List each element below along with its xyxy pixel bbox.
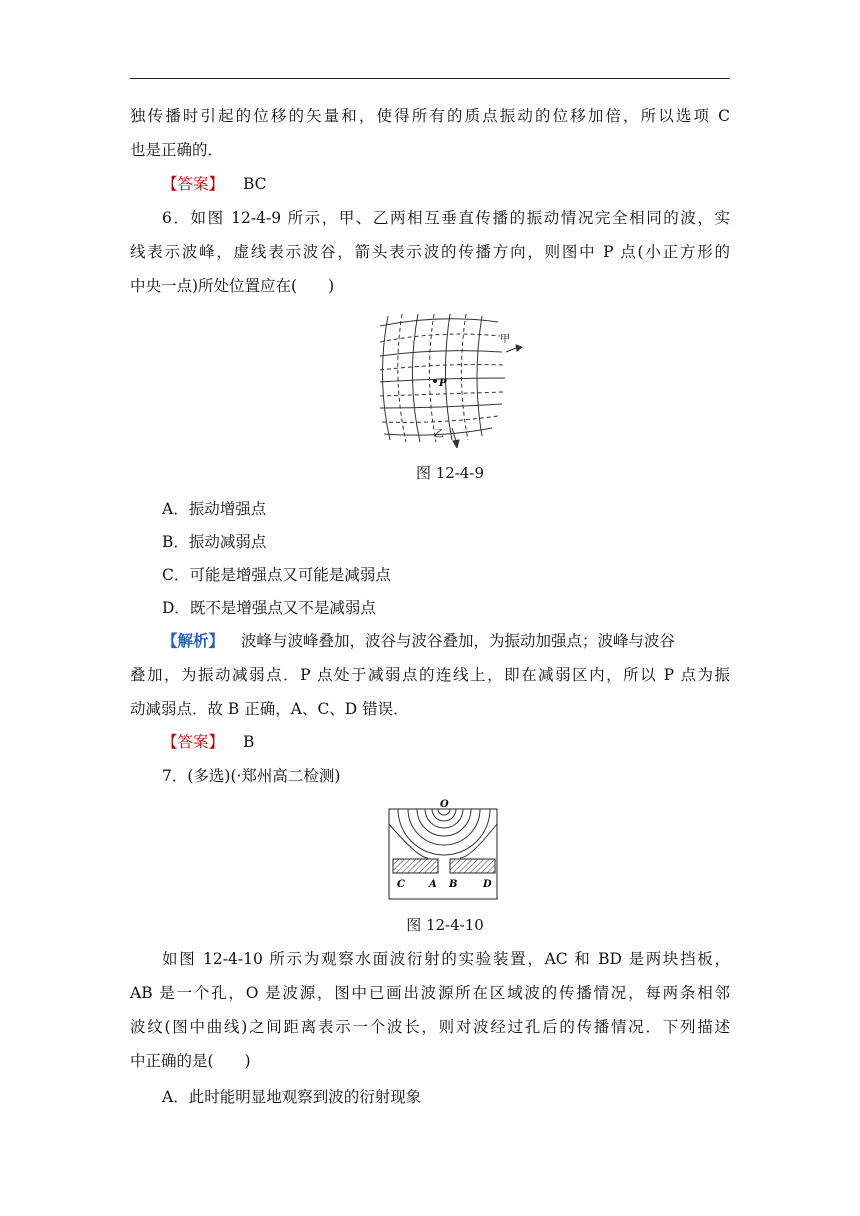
diffraction-setup-figure: [388, 796, 500, 900]
question-7-head: 7．(多选)(·郑州高二检测): [162, 767, 341, 785]
analysis-text: 波峰与波峰叠加，波谷与波谷叠加，为振动加强点；波峰与波谷: [240, 632, 675, 650]
answer-row: [162, 732, 730, 752]
source-o-label: O: [440, 799, 449, 810]
option-a: A．振动增强点: [162, 500, 267, 518]
analysis-line: 叠加，为振动减弱点．P 点处于减弱点的连线上，即在减弱区内，所以 P 点为振: [130, 666, 730, 684]
label-b: B: [449, 879, 458, 890]
question-7-line: AB 是一个孔，O 是波源，图中已画出波源所在区域波的传播情况，每两条相邻: [130, 984, 730, 1002]
wave-yi-label: 乙: [434, 429, 444, 440]
label-a: A: [429, 879, 437, 890]
answer-row: [162, 174, 730, 194]
header-rule: [130, 78, 730, 79]
analysis-row: [162, 631, 730, 651]
question-7-line: 如图 12-4-10 所示为观察水面波衍射的实验装置，AC 和 BD 是两块挡板，: [162, 950, 730, 968]
analysis-line: 动减弱点．故 B 正确，A、C、D 错误．: [130, 700, 409, 718]
wave-jia-label: 甲: [500, 334, 510, 345]
figure-caption: 图 12-4-9: [415, 464, 485, 482]
option-b: B．振动减弱点: [162, 533, 267, 551]
answer-tag: 【答案】: [162, 733, 225, 751]
text-line: 也是正确的．: [130, 141, 224, 159]
text-line: 独传播时引起的位移的矢量和，使得所有的质点振动的位移加倍，所以选项 C: [130, 107, 730, 125]
question-7-line: 中正确的是( ): [130, 1052, 251, 1070]
question-6-line: 中央一点)所处位置应在( ): [130, 277, 335, 295]
option-d: D．既不是增强点又不是减弱点: [162, 599, 376, 617]
question-7-line: 波纹(图中曲线)之间距离表示一个波长，则对波经过孔后的传播情况．下列描述: [130, 1018, 730, 1036]
point-p-label: P: [439, 378, 447, 389]
figure-caption: 图 12-4-10: [406, 916, 484, 934]
option-c: C．可能是增强点又可能是减弱点: [162, 566, 391, 584]
answer-value: B: [242, 733, 255, 751]
question-6-line: 6．如图 12-4-9 所示，甲、乙两相互垂直传播的振动情况完全相同的波，实: [162, 209, 730, 227]
analysis-tag: 【解析】: [162, 631, 225, 650]
answer-tag: 【答案】: [162, 175, 225, 193]
label-d: D: [483, 879, 492, 890]
wave-interference-figure: [370, 308, 530, 448]
label-c: C: [397, 879, 405, 890]
question-6-line: 线表示波峰，虚线表示波谷，箭头表示波的传播方向，则图中 P 点(小正方形的: [130, 243, 730, 261]
answer-value: BC: [242, 175, 267, 193]
option-a: A．此时能明显地观察到波的衍射现象: [162, 1088, 422, 1106]
